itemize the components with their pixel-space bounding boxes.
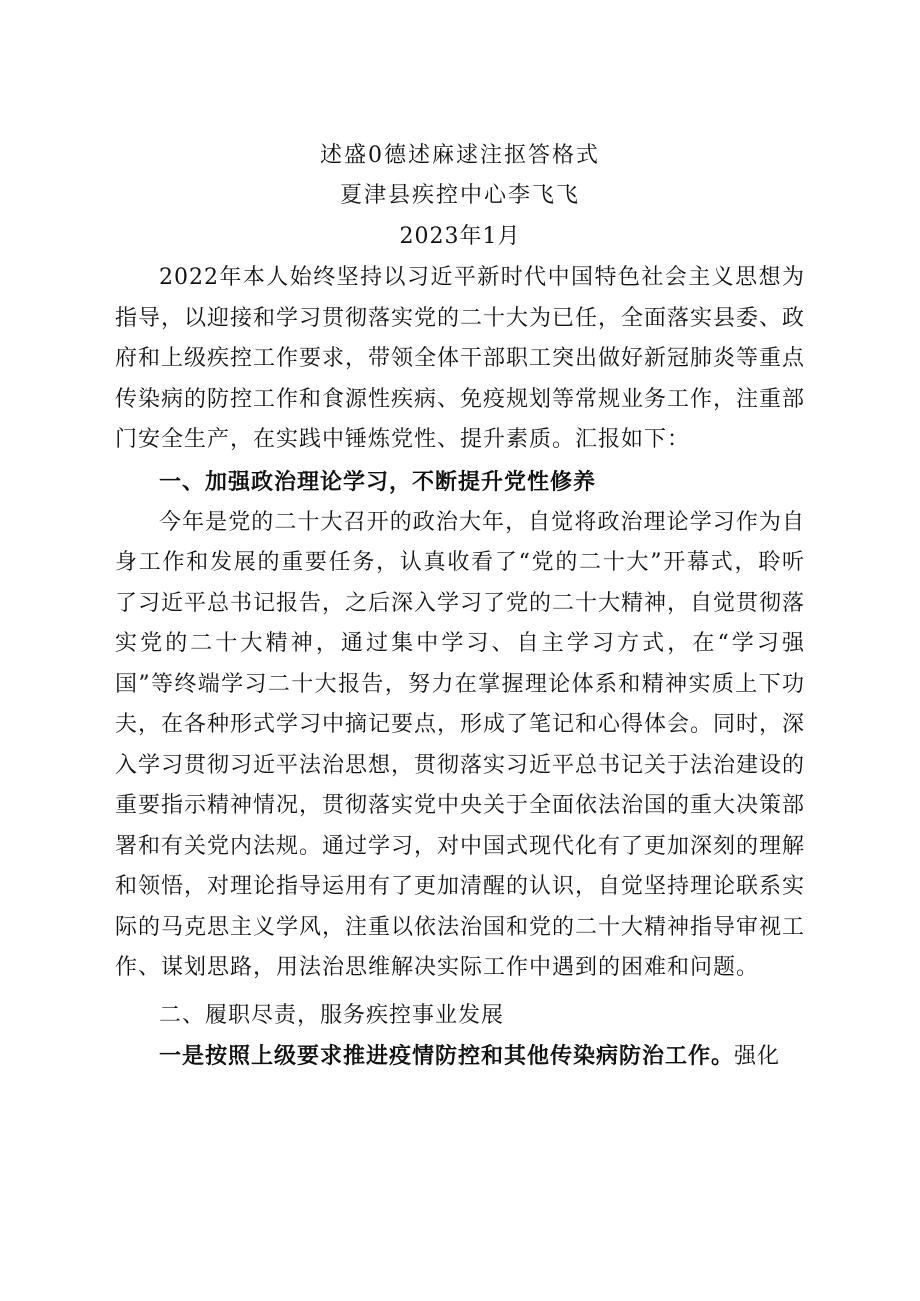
section-2-heading: 二、履职尽责，服务疾控事业发展 [159, 1002, 505, 1028]
document-date: 2023年1月 [399, 224, 521, 249]
section-1-heading: 一、加强政治理论学习，不断提升党性修养 [159, 468, 597, 495]
section-1-body: 今年是党的二十大召开的政治大年，自觉将政治理论学习作为自身工作和发展的重要任务，认真收看了“党的二十大”开幕式，聆听了习近平总书记报告，之后深入学习了党的二十大精神，自觉贯彻落实党的二十大精神，通过集中学习、自主学习方式，在“学习强国”等终端学习二十大报告，努力在掌握理论体系和精神实质上下功夫，在各种形式学习中摘记要点，形成了笔记和心得体会。同时，深入学习贯彻习近平法治思想，贯彻落实习近平总书记关于法治建设的重要指示精神情况，贯彻落实党中央关于全面依法治国的重大决策部署和有关党内法规。通过学习，对中国式现代化有了更加深刻的理解和领悟，对理论指导运用有了更加清醒的认识，自觉坚持理论联系实际的马克思主义学风，注重以依法治国和党的二十大精神指导审视工作、谋划思路，用法治思维解决实际工作中遇到的困难和问题。 [115, 509, 806, 980]
author-line: 夏津县疾控中心李飞飞 [339, 183, 580, 208]
document-content [115, 136, 805, 1077]
section-2-lead-bold: 一是按照上级要求推进疫情防控和其他传染病防治工作。 [159, 1043, 735, 1069]
section-2-paragraph [115, 1037, 805, 1078]
section-2-lead-rest: 强化 [734, 1043, 781, 1069]
intro-paragraph: 2022年本人始终坚持以习近平新时代中国特色社会主义思想为指导，以迎接和学习贯彻落实党的二十大为已任，全面落实县委、政府和上级疾控工作要求，带领全体干部职工突出做好新冠肺炎等重点传染病的防控工作和食源性疾病、免疫规划等常规业务工作，注重部门安全生产，在实践中锤炼党性、提升素质。汇报如下： [115, 265, 806, 452]
document-title: 述盛0德述麻逑注抠答格式 [320, 143, 600, 168]
